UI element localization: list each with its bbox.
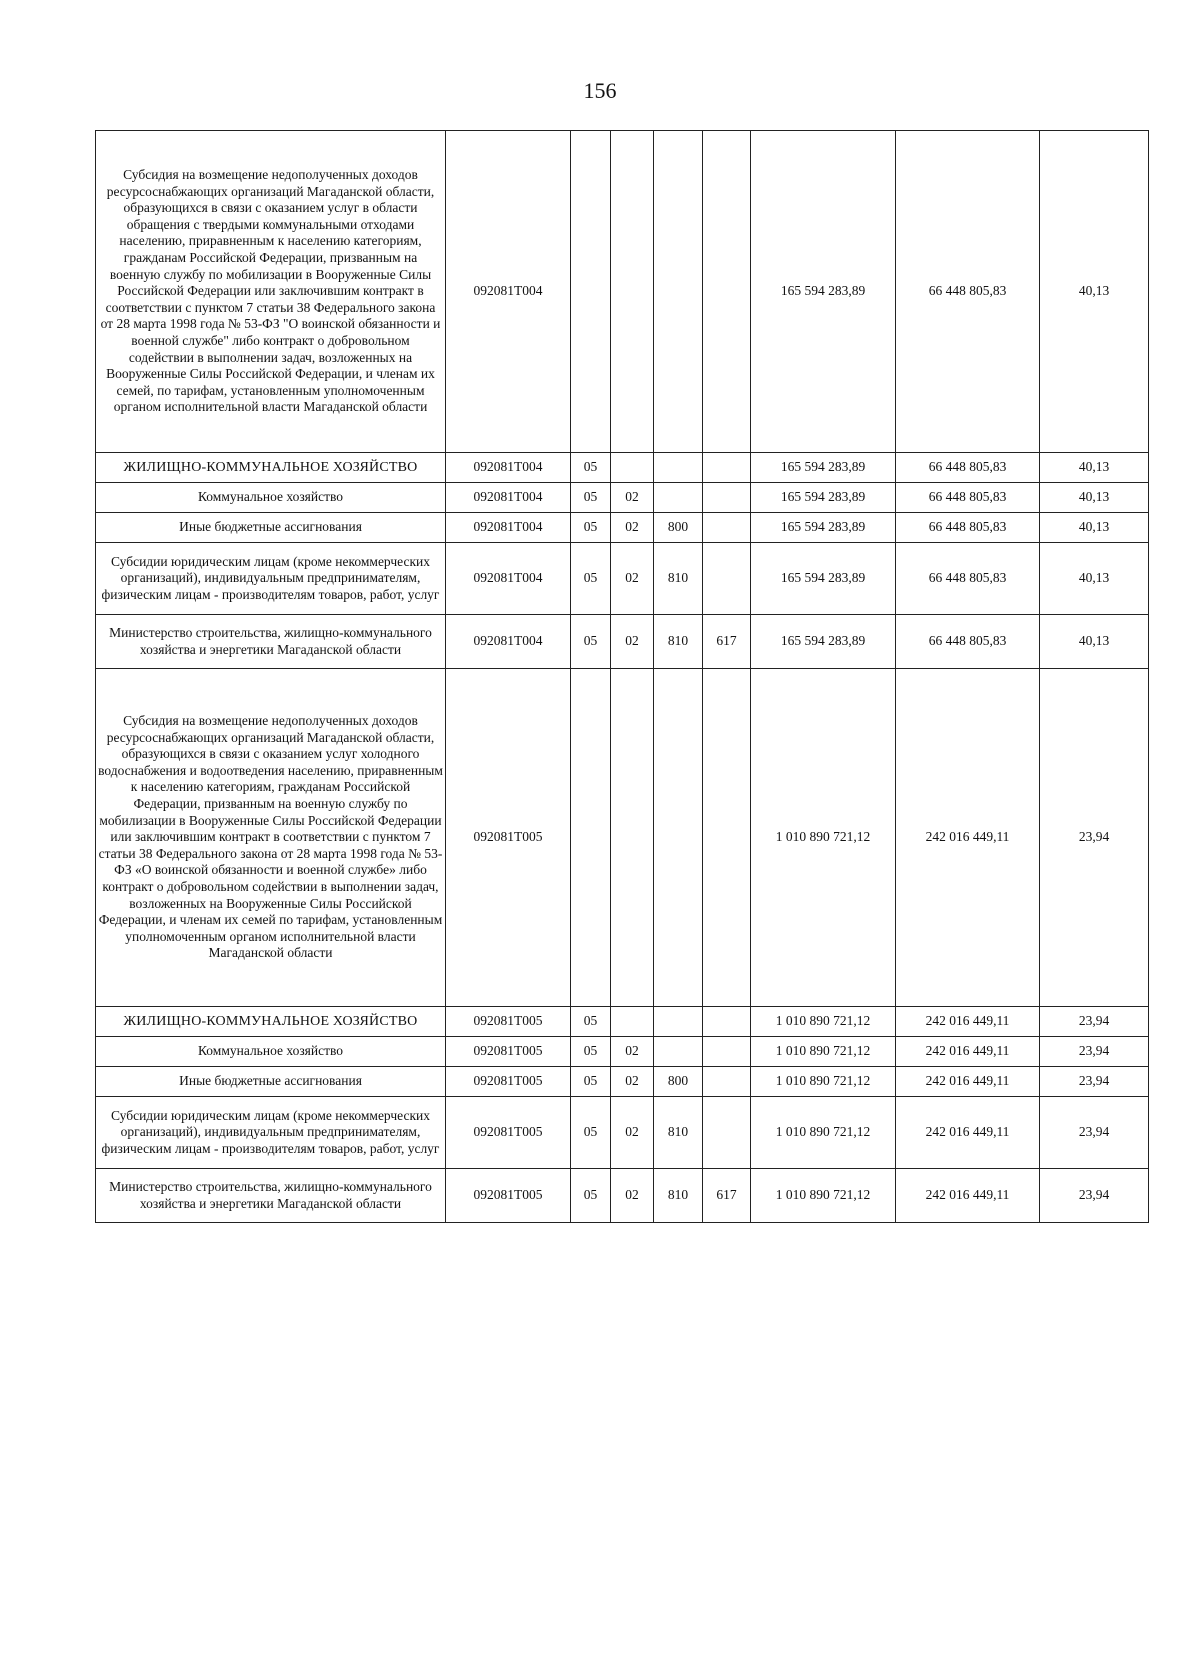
row-pct: 40,13 (1040, 513, 1149, 543)
row-fact: 242 016 449,11 (896, 1067, 1040, 1097)
row-vr: 800 (654, 1067, 703, 1097)
row-grbs (703, 453, 751, 483)
row-pct: 23,94 (1040, 1067, 1149, 1097)
row-plan: 165 594 283,89 (751, 615, 896, 669)
row-name: Субсидия на возмещение недополученных доходов ресурсоснабжающих организаций Магаданской области, образующихся в связи с оказанием услуг в области обращения с твердыми коммунальными отходами населению, приравненным к населению категориям, гражданам Российской Федерации, призванным на военную службу по мобилизации в Вооруженные Силы Российской Федерации или заключившим контракт в соответствии с пунктом 7 статьи 38 Федерального закона от 28 марта 1998 года № 53-ФЗ "О воинской обязанности и военной службе" либо контракт о добровольном содействии в выполнении задач, возложенных на Вооруженные Силы Российской Федерации, и членам их семей, по тарифам, установленным уполномоченным органом исполнительной власти Магаданской области (96, 131, 446, 453)
row-rz: 05 (571, 1067, 611, 1097)
row-plan: 165 594 283,89 (751, 513, 896, 543)
row-pr (611, 453, 654, 483)
row-csr: 092081Т004 (446, 131, 571, 453)
row-pct: 23,94 (1040, 1169, 1149, 1223)
row-grbs (703, 131, 751, 453)
row-rz: 05 (571, 615, 611, 669)
row-name: Иные бюджетные ассигнования (96, 1067, 446, 1097)
row-fact: 242 016 449,11 (896, 1169, 1040, 1223)
row-csr: 092081Т005 (446, 669, 571, 1007)
row-vr (654, 131, 703, 453)
row-vr (654, 1007, 703, 1037)
row-grbs (703, 513, 751, 543)
table-row (96, 1037, 1149, 1067)
row-fact: 66 448 805,83 (896, 131, 1040, 453)
row-rz: 05 (571, 1007, 611, 1037)
row-rz: 05 (571, 1169, 611, 1223)
row-csr: 092081Т005 (446, 1037, 571, 1067)
row-rz: 05 (571, 513, 611, 543)
row-fact: 242 016 449,11 (896, 1007, 1040, 1037)
row-fact: 242 016 449,11 (896, 1097, 1040, 1169)
row-plan: 1 010 890 721,12 (751, 1169, 896, 1223)
table-row (96, 1007, 1149, 1037)
row-csr: 092081Т004 (446, 543, 571, 615)
row-vr (654, 483, 703, 513)
row-grbs: 617 (703, 1169, 751, 1223)
row-name: Коммунальное хозяйство (96, 483, 446, 513)
page-number: 156 (583, 78, 617, 103)
table-row (96, 483, 1149, 513)
row-pr: 02 (611, 1067, 654, 1097)
row-name: Субсидии юридическим лицам (кроме некоммерческих организаций), индивидуальным предпринимателям, физическим лицам - производителям товаров, работ, услуг (96, 543, 446, 615)
row-pr: 02 (611, 1169, 654, 1223)
row-csr: 092081Т005 (446, 1169, 571, 1223)
row-vr: 810 (654, 543, 703, 615)
row-plan: 1 010 890 721,12 (751, 1067, 896, 1097)
table-row (96, 669, 1149, 1007)
table-row (96, 543, 1149, 615)
row-grbs (703, 1097, 751, 1169)
row-plan: 1 010 890 721,12 (751, 1097, 896, 1169)
row-pr (611, 1007, 654, 1037)
row-fact: 66 448 805,83 (896, 615, 1040, 669)
row-fact: 66 448 805,83 (896, 513, 1040, 543)
row-fact: 242 016 449,11 (896, 1037, 1040, 1067)
row-fact: 242 016 449,11 (896, 669, 1040, 1007)
table-row (96, 131, 1149, 453)
row-name: Иные бюджетные ассигнования (96, 513, 446, 543)
row-pr (611, 669, 654, 1007)
row-vr: 810 (654, 1169, 703, 1223)
row-plan: 165 594 283,89 (751, 131, 896, 453)
row-fact: 66 448 805,83 (896, 453, 1040, 483)
table-row (96, 1067, 1149, 1097)
row-grbs (703, 543, 751, 615)
row-pr: 02 (611, 615, 654, 669)
row-csr: 092081Т004 (446, 513, 571, 543)
row-pct: 40,13 (1040, 615, 1149, 669)
row-grbs (703, 483, 751, 513)
row-plan: 1 010 890 721,12 (751, 1037, 896, 1067)
row-grbs (703, 1067, 751, 1097)
row-plan: 165 594 283,89 (751, 543, 896, 615)
table-row (96, 513, 1149, 543)
row-rz: 05 (571, 1037, 611, 1067)
row-plan: 1 010 890 721,12 (751, 1007, 896, 1037)
row-name: Коммунальное хозяйство (96, 1037, 446, 1067)
row-csr: 092081Т004 (446, 453, 571, 483)
row-csr: 092081Т004 (446, 483, 571, 513)
row-grbs: 617 (703, 615, 751, 669)
row-grbs (703, 1007, 751, 1037)
row-name: Субсидии юридическим лицам (кроме некоммерческих организаций), индивидуальным предпринимателям, физическим лицам - производителям товаров, работ, услуг (96, 1097, 446, 1169)
row-pr: 02 (611, 543, 654, 615)
row-rz: 05 (571, 453, 611, 483)
row-rz (571, 669, 611, 1007)
row-plan: 1 010 890 721,12 (751, 669, 896, 1007)
row-pct: 23,94 (1040, 669, 1149, 1007)
row-fact: 66 448 805,83 (896, 543, 1040, 615)
row-pct: 40,13 (1040, 543, 1149, 615)
table-row (96, 453, 1149, 483)
row-name: Министерство строительства, жилищно-коммунального хозяйства и энергетики Магаданской области (96, 1169, 446, 1223)
row-pct: 23,94 (1040, 1007, 1149, 1037)
row-pct: 40,13 (1040, 453, 1149, 483)
row-rz: 05 (571, 543, 611, 615)
row-pct: 40,13 (1040, 131, 1149, 453)
row-csr: 092081Т004 (446, 615, 571, 669)
row-fact: 66 448 805,83 (896, 483, 1040, 513)
row-grbs (703, 1037, 751, 1067)
table-row (96, 1097, 1149, 1169)
row-vr (654, 669, 703, 1007)
row-plan: 165 594 283,89 (751, 453, 896, 483)
row-pct: 40,13 (1040, 483, 1149, 513)
row-vr: 810 (654, 1097, 703, 1169)
row-vr (654, 453, 703, 483)
row-name: ЖИЛИЩНО-КОММУНАЛЬНОЕ ХОЗЯЙСТВО (96, 453, 446, 483)
table-row (96, 615, 1149, 669)
table-row (96, 1169, 1149, 1223)
row-vr (654, 1037, 703, 1067)
row-name: Министерство строительства, жилищно-коммунального хозяйства и энергетики Магаданской области (96, 615, 446, 669)
row-csr: 092081Т005 (446, 1007, 571, 1037)
row-pr (611, 131, 654, 453)
row-vr: 800 (654, 513, 703, 543)
row-grbs (703, 669, 751, 1007)
row-csr: 092081Т005 (446, 1067, 571, 1097)
row-vr: 810 (654, 615, 703, 669)
row-pct: 23,94 (1040, 1097, 1149, 1169)
row-rz: 05 (571, 483, 611, 513)
row-pr: 02 (611, 513, 654, 543)
row-pr: 02 (611, 1097, 654, 1169)
row-rz (571, 131, 611, 453)
row-name: Субсидия на возмещение недополученных доходов ресурсоснабжающих организаций Магаданской области, образующихся в связи с оказанием услуг холодного водоснабжения и водоотведения населению, приравненным к населению категориям, гражданам Российской Федерации, призванным на военную службу по мобилизации в Вооруженные Силы Российской Федерации или заключившим контракт в соответствии с пунктом 7 статьи 38 Федерального закона от 28 марта 1998 года № 53-ФЗ «О воинской обязанности и военной службе» либо контракт о добровольном содействии в выполнении задач, возложенных на Вооруженные Силы Российской Федерации, и членам их семей по тарифам, установленным уполномоченным органом исполнительной власти Магаданской области (96, 669, 446, 1007)
row-pr: 02 (611, 1037, 654, 1067)
row-csr: 092081Т005 (446, 1097, 571, 1169)
row-pct: 23,94 (1040, 1037, 1149, 1067)
row-rz: 05 (571, 1097, 611, 1169)
row-plan: 165 594 283,89 (751, 483, 896, 513)
budget-table (95, 130, 1149, 1223)
row-name: ЖИЛИЩНО-КОММУНАЛЬНОЕ ХОЗЯЙСТВО (96, 1007, 446, 1037)
row-pr: 02 (611, 483, 654, 513)
